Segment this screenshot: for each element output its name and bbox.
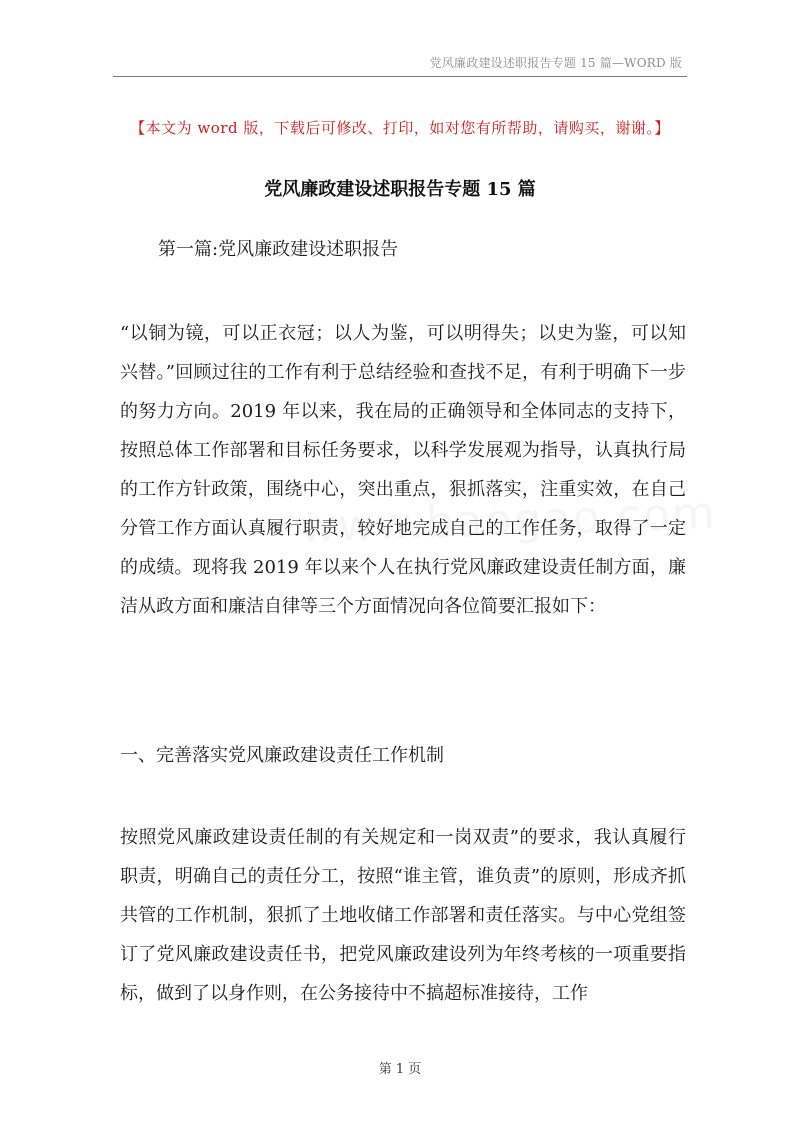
header-divider xyxy=(113,76,687,77)
page-number: 第 1 页 xyxy=(378,1062,422,1077)
section-subtitle: 第一篇:党风廉政建设述职报告 xyxy=(158,239,399,260)
section-heading: 一、完善落实党风廉政建设责任工作机制 xyxy=(120,745,444,766)
running-header: 党风廉政建设述职报告专题 15 篇—WORD 版 xyxy=(429,56,682,70)
download-notice: 【本文为 word 版，下载后可修改、打印，如对您有所帮助，请购买，谢谢。】 xyxy=(130,119,670,137)
document-title: 党风廉政建设述职报告专题 15 篇 xyxy=(264,179,536,200)
body-paragraph: “以铜为镜，可以正衣冠；以人为鉴，可以明得失；以史为鉴，可以知兴替。”回顾过往的工作有利于总结经验和查找不足，有利于明确下一步的努力方向。2019 年以来，我在局的正确领导和全体同志的支持下，按照总体工作部署和目标任务要求，以科学发展观为指导，认真执行局的工作方针政策，围绕中心，突出重点，狠抓落实，注重实效，在自己分管工作方面认真履行职责，较好地完成自己的工作任务，取得了一定的成绩。现将我 2019 年以来个人在执行党风廉政建设责任制方面，廉洁从政方面和廉洁自律等三个方面情况向各位简要汇报如下： xyxy=(120,323,686,617)
body-paragraph: 按照党风廉政建设责任制的有关规定和一岗双责”的要求，我认真履行职责，明确自己的责任分工，按照“谁主管，谁负责”的原则，形成齐抓共管的工作机制，狠抓了土地收储工作部署和责任落实。与中心党组签订了党风廉政建设责任书，把党风廉政建设列为年终考核的一项重要指标，做到了以身作则，在公务接待中不搞超标准接待，工作 xyxy=(120,827,686,1004)
